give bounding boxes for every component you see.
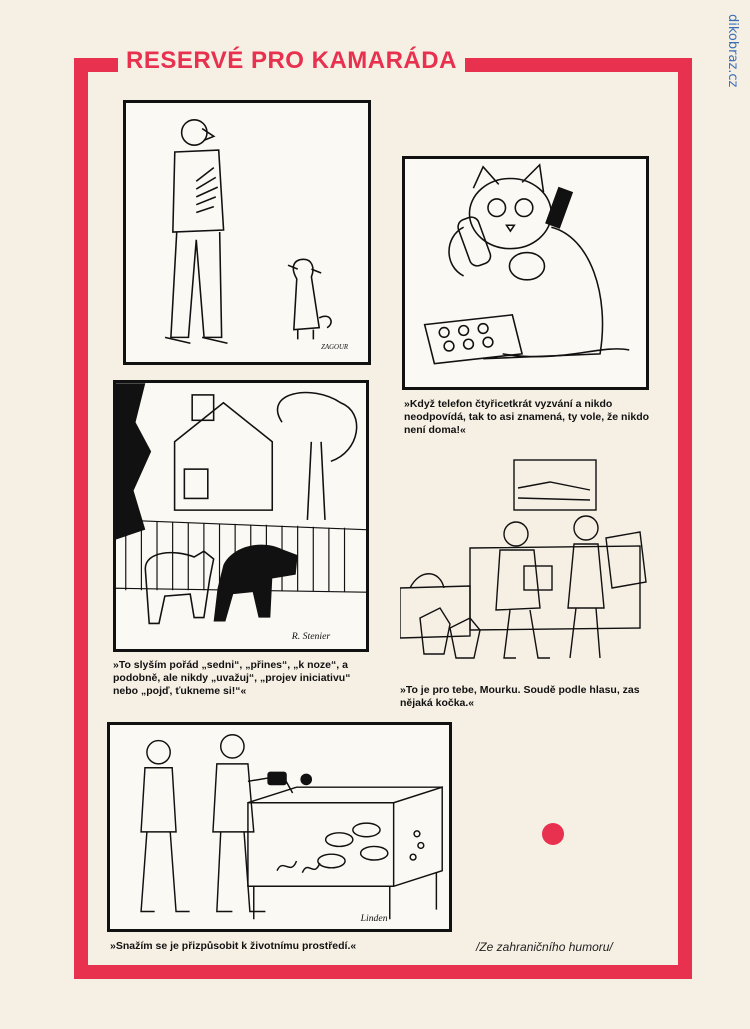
cartoon2-caption: »Když telefon čtyřicetkrát vyzvání a nikdo neodpovídá, tak to asi znamená, ty vole, že nikdo není doma!« [404,398,650,436]
cartoon3-caption: »To slyším pořád „sedni“, „přines“, „k noze“, a podobně, ale nikdy „uvažuj“, „projev iniciativu“ nebo „pojď, ťukneme si!“« [113,659,351,697]
cartoon-fish-tank [107,722,452,932]
accordion-dog-drawing [126,103,368,362]
cartoon5-signature: Linden [360,913,388,925]
red-dot [542,823,564,845]
page-title: RESERVÉ PRO KAMARÁDA [118,47,465,75]
credit-line: /Ze zahraničního humoru/ [476,940,613,954]
fish-tank-drawing [110,725,449,929]
couple-sofa-drawing [400,458,652,676]
cartoon4-caption: »To je pro tebe, Mourku. Soudě podle hlasu, zas nějaká kočka.« [400,684,640,709]
cartoon-cat-telephone [402,156,649,390]
cartoon3-signature: R. Stenier [291,631,331,643]
two-dogs-drawing [116,383,366,649]
cartoon-accordion-dog [123,100,371,365]
cartoon5-caption: »Snažím se je přizpůsobit k životnímu prostředí.« [110,940,357,952]
watermark: dikobraz.cz [725,14,740,88]
cartoon1-signature: ZAGOUR [321,344,349,352]
cartoon-couple-sofa [400,458,652,676]
cat-telephone-drawing [405,159,646,387]
cartoon-two-dogs [113,380,369,652]
